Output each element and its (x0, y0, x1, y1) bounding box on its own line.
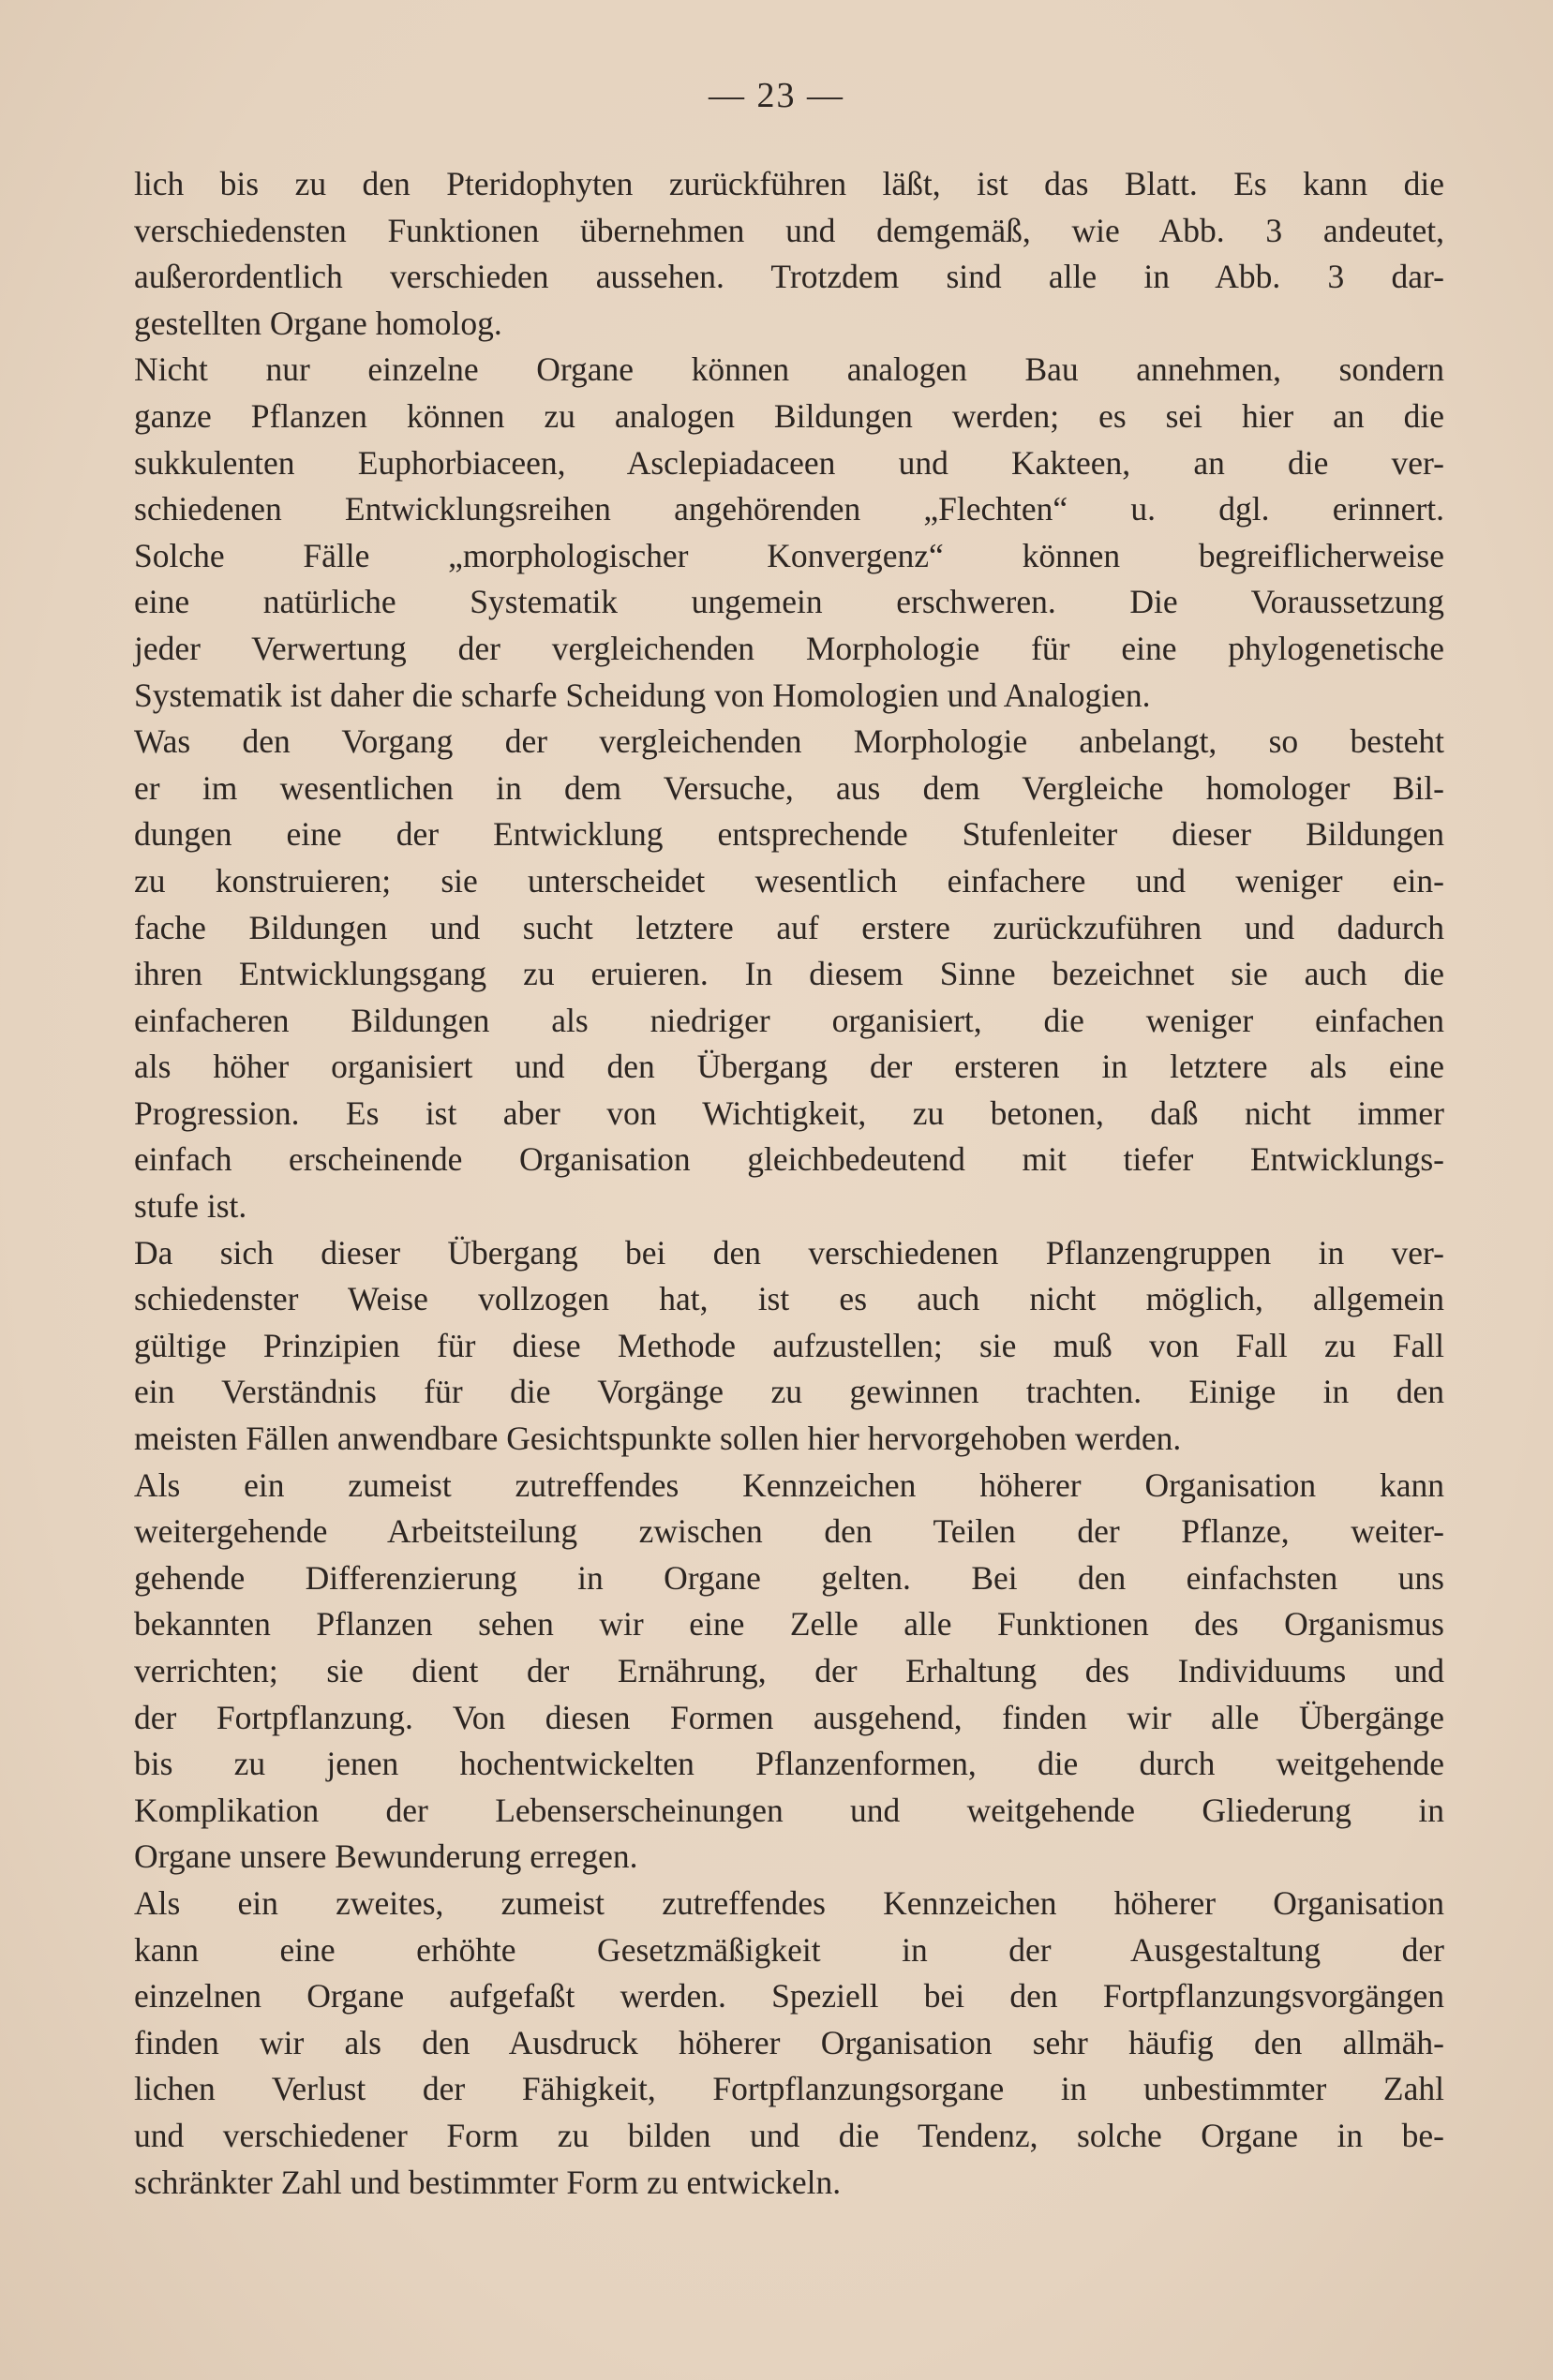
text-line: Systematik ist daher die scharfe Scheidung von Homologien und Analogien. (134, 676, 1151, 714)
text-line: weitergehende Arbeitsteilung zwischen den Teilen der Pflanze, weiter- (134, 1512, 1444, 1551)
paragraph (134, 161, 1444, 347)
paragraph (134, 1881, 1444, 2206)
text-line: schiedenster Weise vollzogen hat, ist es auch nicht möglich, allgemein (134, 1280, 1444, 1318)
text-line: einfach erscheinende Organisation gleichbedeutend mit tiefer Entwicklungs- (134, 1140, 1444, 1179)
text-line: außerordentlich verschieden aussehen. Trotzdem sind alle in Abb. 3 dar- (134, 258, 1444, 296)
text-line: schränkter Zahl und bestimmter Form zu entwickeln. (134, 2163, 842, 2201)
text-line: Da sich dieser Übergang bei den verschiedenen Pflanzengruppen in ver- (134, 1233, 1444, 1272)
paragraph (134, 347, 1444, 719)
text-line: eine natürliche Systematik ungemein erschweren. Die Voraussetzung (134, 583, 1444, 621)
text-line: lichen Verlust der Fähigkeit, Fortpflanzungsorgane in unbestimmter Zahl (134, 2070, 1444, 2108)
text-line: gestellten Organe homolog. (134, 304, 502, 342)
text-line: er im wesentlichen in dem Versuche, aus dem Vergleiche homologer Bil- (134, 768, 1444, 807)
text-line: Solche Fälle „morphologischer Konvergenz“ können begreiflicherweise (134, 536, 1444, 574)
paragraph (134, 1463, 1444, 1881)
text-line: dungen eine der Entwicklung entsprechende Stufenleiter dieser Bildungen (134, 815, 1444, 854)
text-line: Organe unsere Bewunderung erregen. (134, 1837, 638, 1876)
text-line: einzelnen Organe aufgefaßt werden. Speziell bei den Fortpflanzungsvorgängen (134, 1977, 1444, 2016)
paragraph (134, 1230, 1444, 1463)
text-line: gehende Differenzierung in Organe gelten. Bei den einfachsten uns (134, 1558, 1444, 1597)
text-line: finden wir als den Ausdruck höherer Organisation sehr häufig den allmäh- (134, 2023, 1444, 2061)
text-line: verschiedensten Funktionen übernehmen und demgemäß, wie Abb. 3 andeutet, (134, 211, 1444, 249)
text-line: jeder Verwertung der vergleichenden Morphologie für eine phylogenetische (134, 629, 1444, 667)
text-line: meisten Fällen anwendbare Gesichtspunkte sollen hier hervorgehoben werden. (134, 1420, 1182, 1458)
page-number: — 23 — (709, 76, 844, 115)
text-line: bis zu jenen hochentwickelten Pflanzenformen, die durch weitgehende (134, 1745, 1444, 1783)
text-line: kann eine erhöhte Gesetzmäßigkeit in der Ausgestaltung der (134, 1930, 1444, 1969)
text-line: und verschiedener Form zu bilden und die Tendenz, solche Organe in be- (134, 2116, 1444, 2154)
text-line: der Fortpflanzung. Von diesen Formen ausgehend, finden wir alle Übergänge (134, 1698, 1444, 1736)
text-line: verrichten; sie dient der Ernährung, der Erhaltung des Individuums und (134, 1652, 1444, 1689)
paragraph (134, 719, 1444, 1230)
text-line: Als ein zumeist zutreffendes Kennzeichen höherer Organisation kann (134, 1465, 1444, 1504)
text-line: gültige Prinzipien für diese Methode aufzustellen; sie muß von Fall zu Fall (134, 1326, 1444, 1364)
text-line: Komplikation der Lebenserscheinungen und weitgehende Gliederung in (134, 1791, 1444, 1829)
text-line: schiedenen Entwicklungsreihen angehörenden „Flechten“ u. dgl. erinnert. (134, 490, 1444, 528)
text-line: ganze Pflanzen können zu analogen Bildungen werden; es sei hier an die (134, 396, 1444, 435)
text-line: Progression. Es ist aber von Wichtigkeit, zu betonen, daß nicht immer (134, 1093, 1444, 1132)
text-line: lich bis zu den Pteridophyten zurückführen läßt, ist das Blatt. Es kann die (134, 165, 1444, 202)
text-line: einfacheren Bildungen als niedriger organisiert, die weniger einfachen (134, 1001, 1444, 1039)
text-line: als höher organisiert und den Übergang der ersteren in letztere als eine (134, 1048, 1444, 1086)
text-line: fache Bildungen und sucht letztere auf erstere zurückzuführen und dadurch (134, 908, 1444, 946)
text-line: Nicht nur einzelne Organe können analogen Bau annehmen, sondern (134, 350, 1444, 389)
text-line: Was den Vorgang der vergleichenden Morphologie anbelangt, so besteht (134, 722, 1444, 761)
body-text (134, 161, 1444, 2206)
text-line: sukkulenten Euphorbiaceen, Asclepiadaceen und Kakteen, an die ver- (134, 443, 1444, 482)
text-line: zu konstruieren; sie unterscheidet wesentlich einfachere und weniger ein- (134, 861, 1444, 900)
text-line: stufe ist. (134, 1187, 247, 1226)
text-line: Als ein zweites, zumeist zutreffendes Kennzeichen höherer Organisation (134, 1883, 1444, 1922)
text-line: bekannten Pflanzen sehen wir eine Zelle alle Funktionen des Organismus (134, 1605, 1444, 1644)
text-line: ein Verständnis für die Vorgänge zu gewinnen trachten. Einige in den (134, 1373, 1444, 1411)
text-line: ihren Entwicklungsgang zu eruieren. In diesem Sinne bezeichnet sie auch die (134, 955, 1444, 993)
